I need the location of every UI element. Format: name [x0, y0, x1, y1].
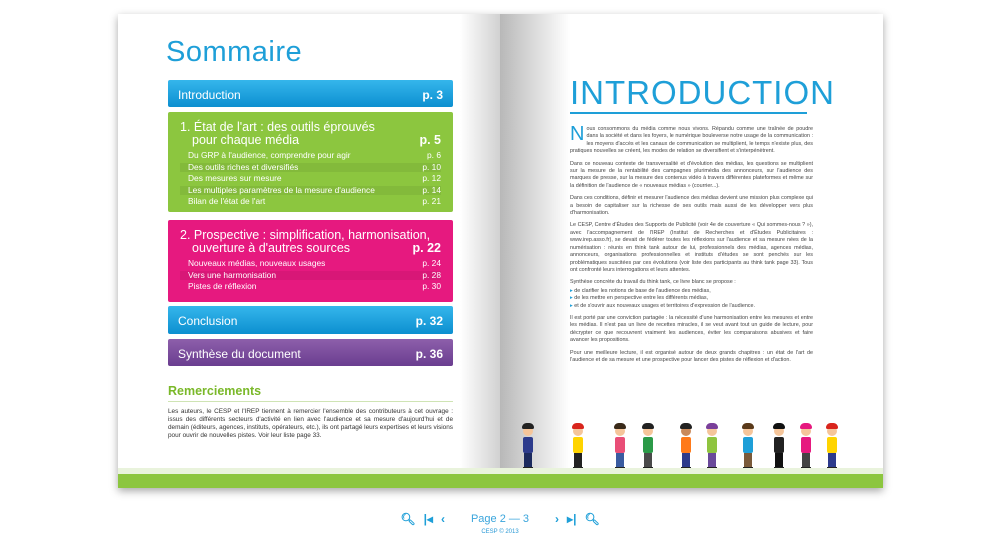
people-illustration	[520, 410, 870, 470]
page-navigation-controls	[400, 512, 599, 526]
intro-bullet-text: de clarifier les notions de base de l'audience des médias,	[574, 287, 711, 294]
bullet-arrow-icon: ▸	[570, 295, 573, 302]
toc-conclusion-page: p. 32	[415, 314, 443, 328]
toc-section-1-heading	[180, 121, 441, 147]
toc-conclusion-label: Conclusion	[178, 314, 238, 328]
next-page-icon[interactable]: ›	[555, 512, 560, 526]
toc-synthese-label: Synthèse du document	[178, 347, 301, 361]
toc-section-1-line2: pour chaque média	[192, 133, 300, 147]
toc-section-1[interactable]	[168, 112, 453, 212]
bullet-arrow-icon: ▸	[570, 287, 573, 294]
toc-item[interactable]	[180, 271, 441, 281]
toc-item[interactable]	[180, 151, 441, 161]
toc-item[interactable]	[180, 259, 441, 269]
toc-item-page: p. 28	[422, 269, 441, 280]
toc-conclusion[interactable]	[168, 306, 453, 334]
person-figure	[706, 426, 718, 470]
prev-page-icon[interactable]: ‹	[440, 512, 445, 526]
introduction-body	[570, 123, 813, 369]
intro-bullet-text: de les mettre en perspective entre les différents médias,	[574, 295, 709, 302]
copyright-text: CESP © 2013	[481, 529, 519, 535]
remerciements-text: Les auteurs, le CESP et l'IREP tiennent à remercier l'ensemble des contributeurs à cet ouvrage : issus des différents secteurs d'activité en lien avec l'audience et sa mesure d'aujourd'hui et de demain (éditeurs, agences, instituts, opérateurs, etc.), ils ont partagé leurs expertises et leurs visions pour ouvrir de nouvelles pistes. Voir leur liste page 33.	[168, 408, 453, 439]
toc-section-1-page: p. 5	[419, 133, 441, 147]
toc-section-1-items	[180, 151, 441, 207]
toc-synthese-page: p. 36	[415, 347, 443, 361]
toc-item-label: Des outils riches et diversifiés	[188, 161, 299, 172]
intro-paragraph-5: Synthèse concrète du travail du think tank, ce livre blanc se propose :	[570, 279, 736, 286]
toc-synthese[interactable]	[168, 339, 453, 366]
remerciements-divider	[168, 401, 453, 402]
toc-introduction-page: p. 3	[422, 88, 443, 102]
book-spread	[118, 14, 883, 488]
toc-item-page: p. 21	[422, 196, 441, 207]
toc-item[interactable]	[180, 197, 441, 207]
intro-bullet-text: et de s'ouvrir aux nouveaux usages et territoires d'expression de l'audience.	[574, 302, 756, 309]
gutter-shadow-left	[460, 14, 500, 488]
toc-item-label: Des mesures sur mesure	[188, 173, 282, 184]
page-footer-band	[500, 474, 883, 488]
toc-item-page: p. 24	[422, 258, 441, 268]
toc-item-label: Nouveaux médias, nouveaux usages	[188, 258, 326, 268]
zoom-out-icon[interactable]: 🔍︎	[400, 512, 416, 526]
toc-section-1-line1: 1. État de l'art : des outils éprouvés	[180, 120, 375, 134]
toc-item-page: p. 10	[422, 161, 441, 172]
intro-paragraph-3: Dans ces conditions, définir et mesurer l'audience des médias devient une mission plus complexe qui a besoin de capitaliser sur la richesse de ses outils mais aussi de les développer vers plus d'harmonisation.	[570, 195, 813, 217]
intro-paragraph-7: Pour une meilleure lecture, il est organisé autour de deux grands chapitres : un état de l'art de l'audience et de sa mesure et une prospective pour lancer des pistes de réflexion et d'action.	[570, 349, 813, 363]
toc-item[interactable]	[180, 163, 441, 173]
toc-item-label: Bilan de l'état de l'art	[188, 196, 266, 207]
toc-item-page: p. 30	[422, 281, 441, 292]
toc-item-label: Les multiples paramètres de la mesure d'audience	[188, 184, 375, 195]
person-figure	[614, 426, 626, 470]
toc-section-2[interactable]	[168, 220, 453, 302]
last-page-icon[interactable]: ▸|	[567, 512, 577, 526]
intro-bullet	[570, 288, 813, 295]
intro-bullet	[570, 295, 813, 302]
bullet-arrow-icon: ▸	[570, 302, 573, 309]
introduction-divider	[570, 112, 807, 114]
toc-item-page: p. 6	[427, 150, 441, 160]
toc-item[interactable]	[180, 186, 441, 196]
toc-section-2-page: p. 22	[412, 241, 441, 255]
toc-introduction-label: Introduction	[178, 88, 241, 102]
intro-paragraph-1-text: ous consommons du média comme nous vivons. Répandu comme une traînée de poudre dans la société et dans les foyers, le numérique bouleverse notre usage de la communication : les moyens d'accès et les canaux de communication se multiplient, le temps n'existe plus, des pratiques nouvelles se créent, les modes de relation se diversifient et s'interpénètrent.	[570, 126, 813, 155]
intro-paragraph-1	[570, 123, 813, 156]
person-figure	[572, 426, 584, 470]
person-figure	[773, 426, 785, 470]
introduction-title: INTRODUCTION	[570, 74, 835, 111]
sommaire-title: Sommaire	[166, 36, 303, 68]
toc-introduction[interactable]	[168, 80, 453, 107]
person-figure	[642, 426, 654, 470]
page-indicator: Page 2 — 3	[470, 513, 530, 525]
person-figure	[680, 426, 692, 470]
toc-item-label: Vers une harmonisation	[188, 269, 276, 280]
intro-paragraph-2: Dans ce nouveau contexte de transversalité et d'évolution des médias, les questions se multiplient sur la mesure de la rentabilité des campagnes plurimédia des annonceurs, sur l'audience des marques de presse, sur la mesure des contenus vidéo à travers différentes plateformes et même sur la définition de l'audience de « nouveaux médias » (courrier...).	[570, 160, 813, 189]
toc-item-label: Du GRP à l'audience, comprendre pour agir	[188, 150, 351, 160]
intro-paragraph-6: Il est porté par une conviction partagée : la nécessité d'une harmonisation entre les mesures et entre les médias. Il n'est pas un livre de recettes miracles, il se veut avant tout un guide de lecture, pour décrypter ce que recouvrent vraiment les audiences, éviter les comparaisons abusives et faire avancer les propositions.	[570, 314, 813, 344]
toc-section-2-items	[180, 259, 441, 292]
toc-item[interactable]	[180, 174, 441, 184]
person-figure	[826, 426, 838, 470]
intro-paragraph-4: Le CESP, Centre d'Études des Supports de Publicité (voir 4e de couverture « Qui sommes-nous ? »), avec l'accompagnement de l'IREP (Institut de Recherches et d'Études Publicitaires : www.irep.asso.fr), se devait de fédérer toutes les réflexions sur l'audience et sa mesure nées de la numérisation : réunis en think tank autour de lui, professionnels des médias, agences médias, annonceurs, organisations professionnelles et instituts d'études se sont penchés sur les problématiques suscitées par ces évolutions (voir liste des participants au think tank page 33). Tous ont confronté leurs interrogations et leurs attentes.	[570, 222, 813, 273]
person-figure	[800, 426, 812, 470]
zoom-in-icon[interactable]: 🔍︎	[584, 512, 600, 526]
first-page-icon[interactable]: |◂	[423, 512, 433, 526]
toc-item[interactable]	[180, 282, 441, 292]
person-figure	[522, 426, 534, 470]
right-page	[500, 14, 883, 488]
page-footer-band	[118, 474, 500, 488]
toc-section-2-heading	[180, 229, 441, 255]
toc-item-label: Pistes de réflexion	[188, 281, 257, 292]
left-page	[118, 14, 500, 488]
toc-item-page: p. 12	[422, 173, 441, 184]
drop-cap: N	[570, 123, 585, 145]
intro-bullet	[570, 303, 813, 310]
page-navigation	[0, 510, 1000, 528]
person-figure	[742, 426, 754, 470]
remerciements-title: Remerciements	[168, 384, 262, 398]
toc-section-2-line2: ouverture à d'autres sources	[192, 241, 351, 255]
toc-section-2-line1: 2. Prospective : simplification, harmonisation,	[180, 228, 431, 242]
toc-item-page: p. 14	[422, 184, 441, 195]
